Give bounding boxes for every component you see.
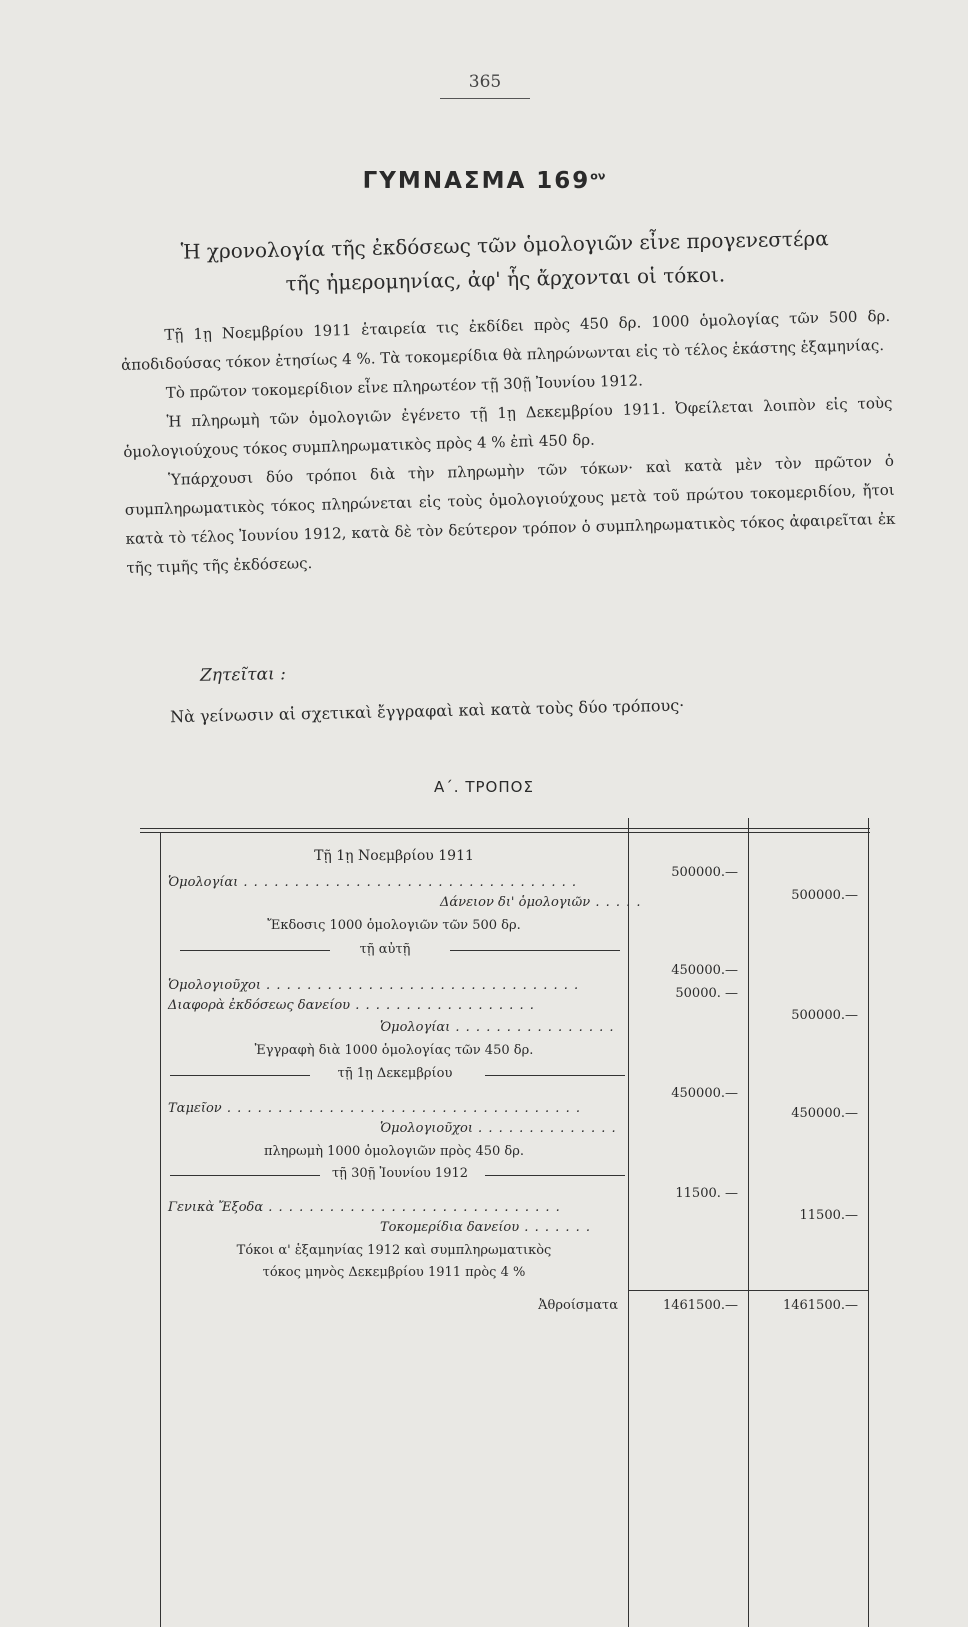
date-rule [450,950,620,951]
credit-account: Δάνειον δι' ὁμολογιῶν . . . . . [440,895,642,910]
entry-narration: πληρωμὴ 1000 ὁμολογιῶν πρὸς 450 δρ. [263,1144,525,1159]
debit-account: Διαφορὰ ἐκδόσεως δανείου . . . . . . . . . . . . . . . . . . [168,998,535,1013]
debit-amount: 450000.— [671,963,738,978]
entry-date: τῇ 30ῇ Ἰουνίου 1912 [331,1166,469,1181]
required-heading: Ζητεῖται : [199,664,287,686]
totals-rule [628,1290,868,1291]
totals-label: Ἀθροίσματα [538,1298,618,1313]
exercise-title [0,168,968,194]
credit-account: Ὁμολογιοῦχοι . . . . . . . . . . . . . . [380,1121,617,1136]
debit-amount: 11500. — [675,1186,738,1201]
table-top-rule [140,828,870,829]
entry-narration: τόκος μηνὸς Δεκεμβρίου 1911 πρὸς 4 % [262,1265,526,1280]
subtitle-line: Ἡ χρονολογία τῆς ἐκδόσεως τῶν ὁμολογιῶν εἶνε προγενεστέρα [180,226,829,264]
method-heading: Α΄. ΤΡΟΠΟΣ [434,778,534,796]
total-credit: 1461500.— [782,1298,858,1313]
entry-date: τῇ αὐτῇ [359,942,411,957]
entry-narration: Τόκοι α' ἑξαμηνίας 1912 καὶ συμπληρωματικὸς [236,1243,552,1258]
problem-text [120,302,897,583]
exercise-subtitle [139,220,870,303]
entry-date: Τῇ 1ῃ Νοεμβρίου 1911 [314,848,474,864]
paragraph: Ἡ πληρωμὴ τῶν ὁμολογιῶν ἐγένετο τῇ 1ῃ Δεκεμβρίου 1911. Ὀφείλεται λοιπὸν εἰς τοὺς ὁμολογιούχους τόκος συμπληρωματικὸς πρὸς 4 % ἐπὶ 450 δρ. [123,393,893,461]
credit-account: Ὁμολογίαι . . . . . . . . . . . . . . . . [380,1020,615,1035]
column-rule [628,818,629,1627]
column-rule [868,818,869,1627]
date-rule [485,1075,625,1076]
credit-amount: 11500.— [799,1208,858,1223]
column-rule [160,832,161,1627]
debit-amount: 500000.— [671,865,738,880]
debit-account: Ὁμολογιοῦχοι . . . . . . . . . . . . . . . . . . . . . . . . . . . . . . . [168,978,580,993]
exercise-title-text: ΓΥΜΝΑΣΜΑ 169 [362,168,591,194]
debit-amount: 50000. — [675,986,738,1001]
required-instruction: Νὰ γείνωσιν αἱ σχετικαὶ ἔγγραφαὶ καὶ κατὰ τοὺς δύο τρόπους· [169,695,685,727]
subtitle-line: τῆς ἡμερομηνίας, ἀφ' ἧς ἄρχονται οἱ τόκοι. [285,262,726,296]
table-top-rule [140,832,870,833]
paragraph: Τὸ πρῶτον τοκομερίδιον εἶνε πληρωτέον τῇ 30ῇ Ἰουνίου 1912. [165,371,644,402]
debit-account: Γενικὰ Ἔξοδα . . . . . . . . . . . . . . . . . . . . . . . . . . . . . [168,1200,561,1215]
column-rule [748,818,749,1627]
credit-amount: 500000.— [791,888,858,903]
date-rule [485,1175,625,1176]
journal-table [140,818,870,1623]
total-debit: 1461500.— [662,1298,738,1313]
debit-amount: 450000.— [671,1086,738,1101]
paragraph: Τῇ 1ῃ Νοεμβρίου 1911 ἑταιρεία τις ἐκδίδει πρὸς 450 δρ. 1000 ὁμολογίας τῶν 500 δρ. ἀποδιδούσας τόκον ἐτησίως 4 %. Τὰ τοκομερίδια θὰ πληρώνωνται εἰς τὸ τέλος ἑκάστης ἑξαμηνίας. [120,306,891,374]
credit-amount: 450000.— [791,1106,858,1121]
page-number: 365 [440,72,530,99]
date-rule [170,1075,310,1076]
date-rule [180,950,330,951]
date-rule [170,1175,320,1176]
exercise-title-suffix: ον [590,169,606,183]
entry-narration: Ἔκδοσις 1000 ὁμολογιῶν τῶν 500 δρ. [267,918,521,933]
entry-date: τῇ 1ῃ Δεκεμβρίου [337,1066,453,1081]
debit-account: Ὁμολογίαι . . . . . . . . . . . . . . . . . . . . . . . . . . . . . . . . . [168,875,577,890]
credit-amount: 500000.— [791,1008,858,1023]
entry-narration: Ἐγγραφὴ διὰ 1000 ὁμολογίας τῶν 450 δρ. [254,1043,534,1058]
debit-account: Ταμεῖον . . . . . . . . . . . . . . . . . . . . . . . . . . . . . . . . . . . [168,1101,581,1116]
paragraph: Ὑπάρχουσι δύο τρόποι διὰ τὴν πληρωμὴν τῶν τόκων· καὶ κατὰ μὲν τὸν πρῶτον ὁ συμπληρωματικὸς τόκος πληρώνεται εἰς τοὺς ὁμολογιούχους μετὰ τοῦ πρώτου τοκομεριδίου, ἤτοι κατὰ τὸ τέλος Ἰουνίου 1912, κατὰ δὲ τὸν δεύτερον τρόπον ὁ συμπληρωματικὸς τόκος ἀφαιρεῖται ἐκ τῆς τιμῆς τῆς ἐκδόσεως. [124,451,896,577]
credit-account: Τοκομερίδια δανείου . . . . . . . [380,1220,592,1235]
